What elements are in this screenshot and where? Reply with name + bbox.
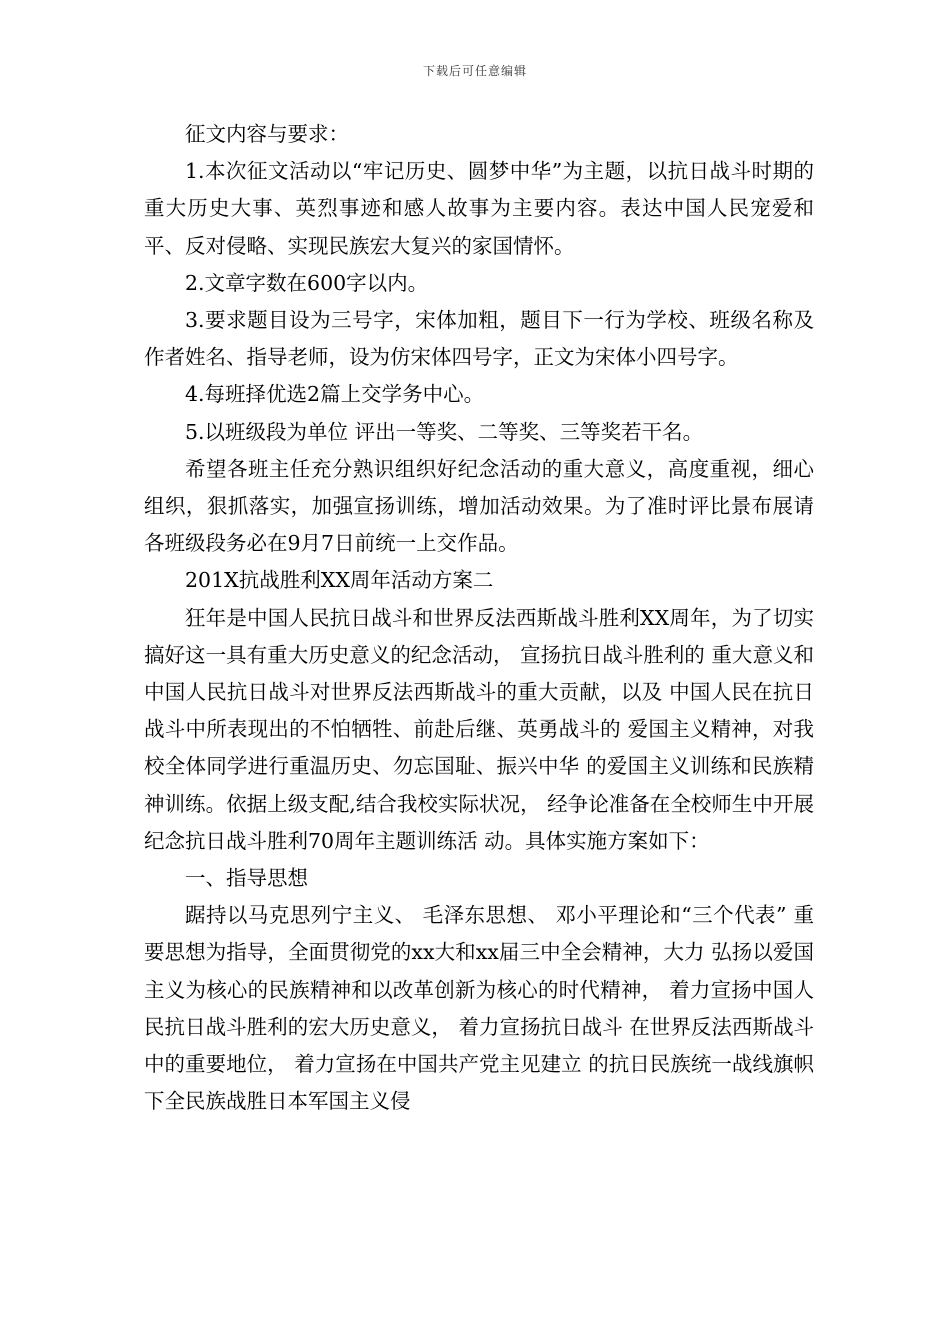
paragraph-requirement-1: 1.本次征文活动以“牢记历史、圆梦中华”为主题，以抗日战斗时期的重大历史大事、英烈事迹和感人故事为主要内容。表达中国人民宠爱和平、反对侵略、实现民族宏大复兴的家国情怀。	[144, 159, 814, 258]
paragraph-essay-requirements-heading: 征文内容与要求：	[185, 122, 349, 146]
paragraph-requirement-2: 2.文章字数在600字以内。	[185, 270, 429, 295]
paragraph-requirement-4: 4.每班择优选2篇上交学务中心。	[185, 382, 485, 407]
paragraph-closing-note: 希望各班主任充分熟识组织好纪念活动的重大意义，高度重视，细心组织，狠抓落实，加强宣扬训练，增加活动效果。为了准时评比景布展请各班级段务必在9月7日前统一上交作品。	[144, 456, 814, 556]
section-heading-guiding-ideology: 一、指导思想	[185, 866, 308, 891]
section-title-plan-two: 201X抗战胜利XX周年活动方案二	[185, 568, 494, 593]
paragraph-guiding-ideology: 踞持以马克思列宁主义、 毛泽东思想、 邓小平理论和“三个代表” 重要思想为指导，全面贯彻党的xx大和xx届三中全会精神，大力 弘扬以爱国主义为核心的民族精神和以改革创新为核心的时代精神， 着力宣扬中国人民抗日战斗胜利的宏大历史意义， 着力宣扬抗日战斗 在世界反法西斯战斗中的重要地位， 着力宣扬在中国共产党主见建立 的抗日民族统一战线旗帜下全民族战胜日本军国主义侵	[144, 903, 814, 1114]
paragraph-requirement-5: 5.以班级段为单位 评出一等奖、二等奖、三等奖若干名。	[185, 419, 704, 444]
paragraph-requirement-3: 3.要求题目设为三号字，宋体加粗，题目下一行为学校、班级名称及作者姓名、指导老师，设为仿宋体四号字，正文为宋体小四号字。	[144, 308, 814, 370]
document-body	[144, 116, 814, 1120]
page-header: 下载后可任意编辑	[422, 64, 527, 78]
paragraph-plan-intro: 狂年是中国人民抗日战斗和世界反法西斯战斗胜利XX周年，为了切实搞好这一具有重大历史意义的纪念活动， 宣扬抗日战斗胜利的 重大意义和中国人民抗日战斗对世界反法西斯战斗的重大贡献，以及 中国人民在抗日战斗中所表现出的不怕牺牲、前赴后继、英勇战斗的 爱国主义精神，对我校全体同学进行重温历史、勿忘国耻、振兴中华 的爱国主义训练和民族精神训练。依据上级支配,结合我校实际状况， 经争论准备在全校师生中开展纪念抗日战斗胜利70周年主题训练活 动。具体实施方案如下：	[144, 605, 814, 853]
